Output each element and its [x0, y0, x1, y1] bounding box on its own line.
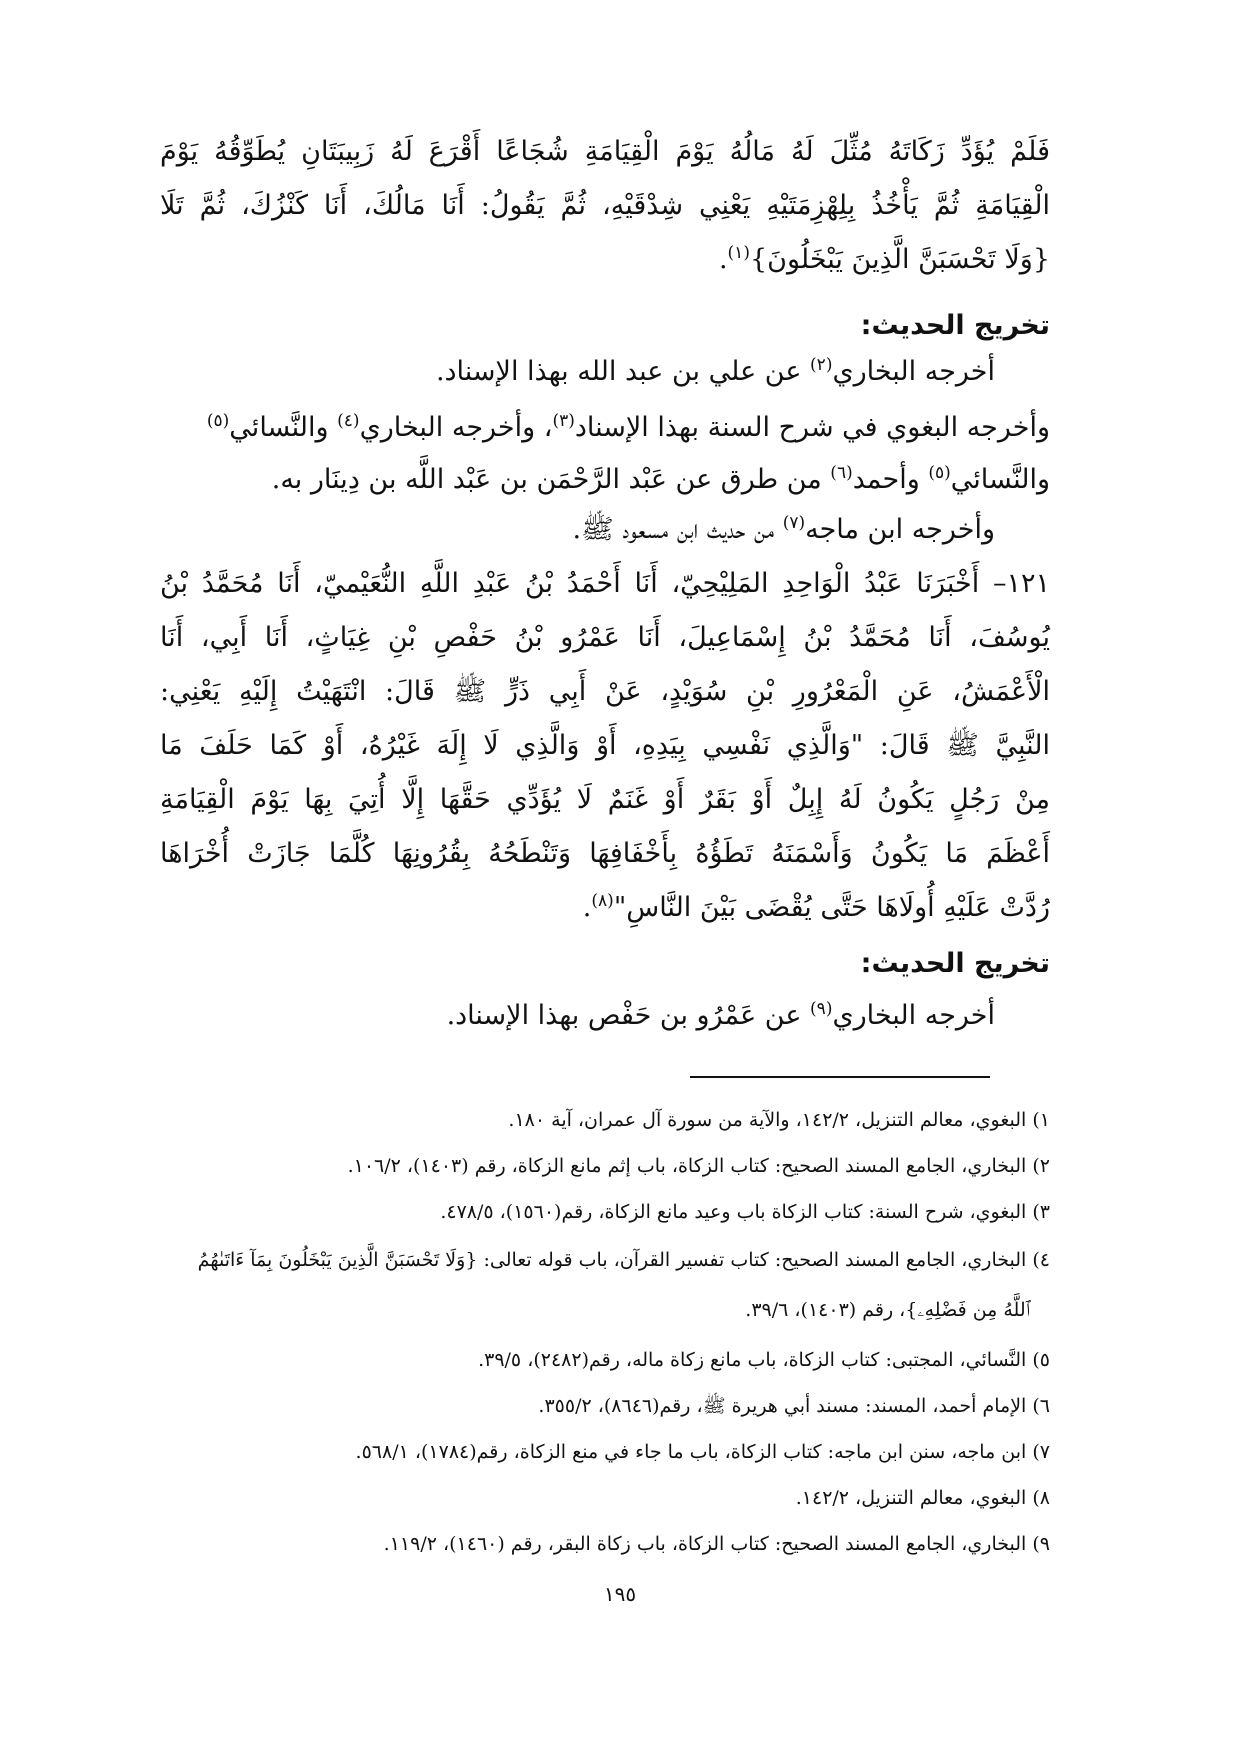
text-span: عن علي بن عبد الله بهذا الإسناد.: [435, 356, 811, 387]
footnote-separator: [690, 1076, 990, 1078]
takhrij-120-para-3: [272, 460, 1050, 500]
hadith-121-line-4: النَّبِيَّ ﷺ قَالَ: "وَالَّذِي نَفْسِي بِيَدِهِ، أَوْ وَالَّذِي لَا إِلَهَ غَيْرُهُ، أَوْ كَمَا حَلَفَ مَا: [160, 730, 1050, 761]
quran-verse-text: {وَلَا تَحْسَبَنَّ الَّذِينَ يَبْخَلُونَ}: [749, 244, 1050, 275]
hadith-121-line-7: [583, 888, 1050, 928]
footnote-marker[interactable]: (٣): [552, 411, 575, 431]
text-span: والنَّسائي: [950, 464, 1050, 495]
text-span: رُدَّتْ عَلَيْهِ أُولَاهَا حَتَّى يُقْضَى بَيْنَ النَّاسِ": [613, 892, 1050, 923]
hadith-121-line-3: الْأَعْمَشُ، عَنِ الْمَعْرُورِ بْنِ سُوَيْدٍ، عَنْ أَبِي ذَرٍّ ﷺ قَالَ: انْتَهَيْتُ إِلَيْهِ يَعْنِي:: [160, 676, 1050, 707]
text-span: والنَّسائي: [229, 412, 338, 443]
footnote-7: ٧) ابن ماجه، سنن ابن ماجه: كتاب الزكاة، باب ما جاء في منع الزكاة، رقم(١٧٨٤)، ٥٦٨/١.: [355, 1441, 1050, 1463]
footnote-marker[interactable]: (٤): [337, 411, 360, 431]
hadith-121-line-2: يُوسُفَ، أَنَا مُحَمَّدُ بْنُ إِسْمَاعِيلَ، أَنَا عَمْرُو بْنُ حَفْصِ بْنِ غِيَاثٍ، أَنَا أَبِي، أَنَا: [160, 622, 1050, 653]
footnote-3: ٣) البغوي، شرح السنة: كتاب الزكاة باب وعيد مانع الزكاة، رقم(١٥٦٠)، ٤٧٨/٥.: [440, 1201, 1050, 1223]
hadith-120-line-3: [719, 240, 1050, 280]
hadith-121-line-1: ١٢١– أَخْبَرَنَا عَبْدُ الْوَاحِدِ المَلِيْحِيّ، أَنَا أَحْمَدُ بْنُ عَبْدِ اللَّهِ النُّعَيْميّ، أَنَا مُحَمَّدُ بْنُ: [160, 568, 1050, 599]
text-span: من حديث ابن مسعود ﷺ.: [572, 514, 783, 545]
footnote-5: ٥) النَّسائي، المجتبى: كتاب الزكاة، باب مانع زكاة ماله، رقم(٢٤٨٢)، ٣٩/٥.: [478, 1349, 1050, 1371]
footnote-marker[interactable]: (٦): [830, 463, 853, 483]
takhrij-120-para-2: [207, 408, 1050, 448]
footnote-4-cont: ٱللَّهُ مِن فَضْلِهِۦ}، رقم (١٤٠٣)، ٣٩/٦.: [745, 1299, 1030, 1321]
line-end-punct: .: [582, 892, 592, 923]
hadith-120-line-1: فَلَمْ يُؤَدِّ زَكَاتَهُ مُثِّلَ لَهُ مَالُهُ يَوْمَ الْقِيَامَةِ شُجَاعًا أَقْرَعَ لَهُ زَبِيبَتَانِ يُطَوِّقُهُ يَوْمَ: [160, 136, 1051, 167]
text-span: عن عَمْرُو بن حَفْص بهذا الإسناد.: [446, 1000, 811, 1031]
takhrij-121-para-1: [447, 996, 995, 1036]
footnote-2: ٢) البخاري، الجامع المسند الصحيح: كتاب الزكاة، باب إثم مانع الزكاة، رقم (١٤٠٣)، ١٠٦/٢.: [347, 1155, 1050, 1177]
footnote-marker[interactable]: (٥): [928, 463, 951, 483]
footnote-9: ٩) البخاري، الجامع المسند الصحيح: كتاب الزكاة، باب زكاة البقر، رقم (١٤٦٠)، ١١٩/٢.: [383, 1533, 1050, 1555]
text-span: ، وأخرجه البخاري: [359, 412, 553, 443]
hadith-121-line-5: مِنْ رَجُلٍ يَكُونُ لَهُ إِبِلٌ أَوْ بَقَرٌ أَوْ غَنَمٌ لَا يُؤَدِّي حَقَّهَا إِلَّا أُتِيَ بِهَا يَوْمَ الْقِيَامَةِ: [160, 784, 1050, 815]
hadith-121-line-6: أَعْظَمَ مَا يَكُونُ وَأَسْمَنَهُ تَطَؤُهُ بِأَخْفَافِهَا وَتَنْطَحُهُ بِقُرُونِهَا كُلَّمَا جَازَتْ أُخْرَاهَا: [160, 838, 1050, 869]
footnote-1: ١) البغوي، معالم التنزيل، ١٤٢/٢، والآية من سورة آل عمران، آية ١٨٠.: [508, 1109, 1050, 1131]
footnote-marker[interactable]: (٨): [591, 891, 614, 911]
footnote-marker[interactable]: (٢): [810, 355, 833, 375]
section-heading-takhrij: تخريج الحديث:: [860, 310, 1050, 341]
text-span: وأخرجه البغوي في شرح السنة بهذا الإسناد: [574, 412, 1050, 443]
text-span: وأخرجه ابن ماجه: [805, 514, 995, 545]
hadith-120-line-2: الْقِيَامَةِ ثُمَّ يَأْخُذُ بِلِهْزِمَتَيْهِ يَعْنِي شِدْقَيْهِ، ثُمَّ يَقُولُ: أَنَا مَالُكَ، أَنَا كَنْزُكَ، ثُمَّ تَلَا: [160, 190, 1050, 221]
line-end-punct: .: [718, 244, 728, 275]
takhrij-120-para-1: [436, 352, 995, 392]
section-heading-takhrij: تخريج الحديث:: [860, 948, 1050, 979]
text-span: أخرجه البخاري: [832, 356, 995, 387]
text-span: من طرق عن عَبْد الرَّحْمَن بن عَبْد اللَّه بن دِينَار به.: [271, 464, 831, 495]
footnote-marker[interactable]: (١): [727, 243, 750, 263]
text-span: أخرجه البخاري: [832, 1000, 995, 1031]
footnote-marker[interactable]: (٩): [810, 999, 833, 1019]
footnote-8: ٨) البغوي، معالم التنزيل، ١٤٢/٢.: [795, 1487, 1050, 1509]
takhrij-120-para-4: [572, 510, 995, 550]
text-span: وأحمد: [852, 464, 929, 495]
page-number: ١٩٥: [603, 1582, 637, 1606]
footnote-marker[interactable]: (٥): [206, 411, 230, 431]
footnote-4: ٤) البخاري، الجامع المسند الصحيح: كتاب تفسير القرآن، باب قوله تعالى: {وَلَا تَحْسَبَنَّ الَّذِينَ يَبْخَلُونَ بِمَآ ءَاتَىٰهُمُ: [197, 1249, 1050, 1271]
footnote-6: ٦) الإمام أحمد، المسند: مسند أبي هريرة ﷺ، رقم(٨٦٤٦)، ٣٥٥/٢.: [538, 1395, 1050, 1417]
footnote-marker[interactable]: (٧): [782, 513, 806, 533]
